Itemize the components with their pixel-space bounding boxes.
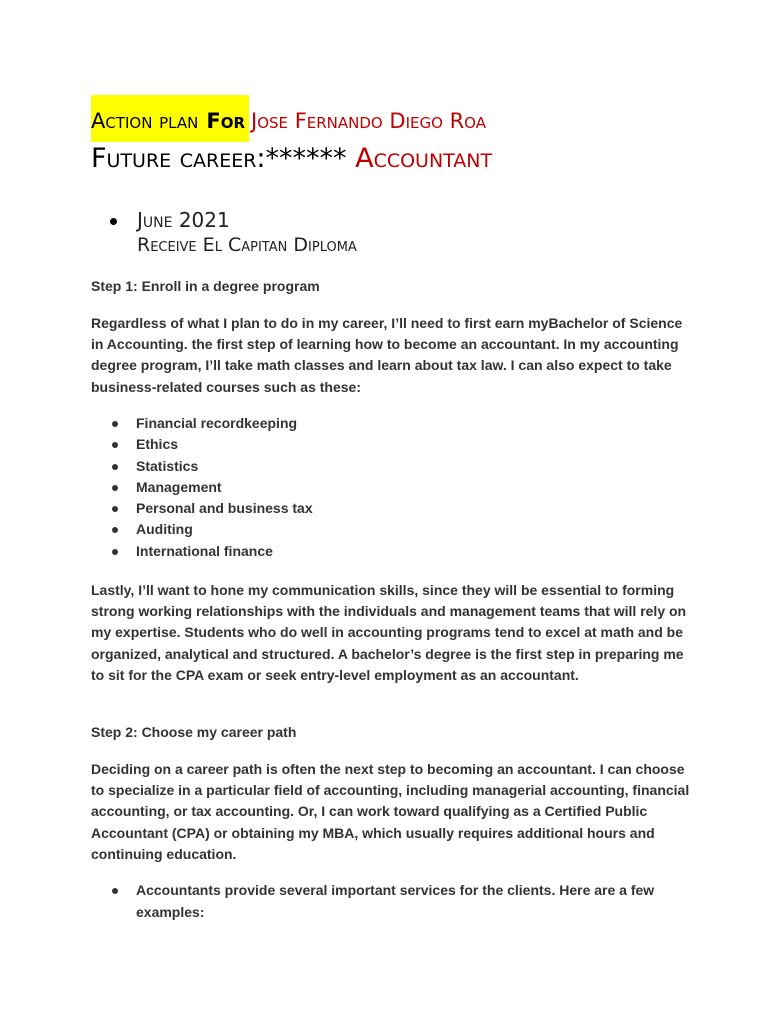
bullet-dot-icon	[112, 464, 118, 470]
action-plan-label: Action plan	[91, 109, 199, 133]
bullet-dot-icon	[112, 442, 118, 448]
graduation-event: Receive El Capitan Diploma	[137, 234, 357, 256]
step2-heading: Step 2: Choose my career path	[91, 724, 297, 740]
step2-paragraph: Deciding on a career path is often the next step to becoming an accountant. I can choose to specialize in a particular field of accounting, including managerial accounting, financial accounting, or tax accounting. Or, I can work toward qualifying as a Certified Public Accountant (CPA) or obtaining my MBA, which usually requires additional hours and continuing education.	[91, 761, 690, 862]
course-name: Personal and business tax	[136, 500, 313, 517]
course-name: Financial recordkeeping	[136, 415, 298, 431]
document-title	[91, 92, 486, 142]
future-career-label: Future career:******	[91, 143, 347, 174]
person-name: Jose Fernando Diego Roa	[251, 109, 486, 133]
course-name: International finance	[136, 542, 273, 559]
course-list-item	[110, 456, 313, 477]
course-name: Management	[136, 478, 222, 495]
highlighted-title	[91, 95, 249, 142]
step1-heading: Step 1: Enroll in a degree program	[91, 278, 320, 294]
course-name: Auditing	[136, 521, 193, 538]
bullet-dot-icon	[112, 549, 118, 555]
bullet-dot-icon	[110, 218, 117, 225]
graduation-month: June 2021	[137, 208, 230, 232]
course-list	[110, 413, 313, 562]
future-career-heading	[91, 142, 492, 176]
course-name: Statistics	[136, 457, 199, 474]
course-list-item	[110, 498, 313, 519]
bullet-dot-icon	[112, 888, 118, 894]
step1-paragraph: Regardless of what I plan to do in my career, I’ll need to first earn myBachelor of Science in Accounting. the first step of learning how to become an accountant. In my accounting degree program, I’ll take math classes and learn about tax law. I can also expect to take business-related courses such as these:	[91, 315, 683, 395]
bullet-dot-icon	[112, 527, 118, 533]
services-bullet-text: Accountants provide several important services for the clients. Here are a few examples:	[136, 882, 655, 920]
step1-closing-paragraph: Lastly, I’ll want to hone my communication skills, since they will be essential to forming strong working relationships with the individuals and management teams that will rely on my expertise. Students who do well in accounting programs tend to excel at math and be organized, analytical and structured. A bachelor’s degree is the first step in preparing me to sit for the CPA exam or seek entry-level employment as an accountant.	[91, 582, 687, 683]
career-value: Accountant	[346, 143, 493, 174]
course-list-item	[110, 413, 313, 434]
course-name: Ethics	[136, 436, 179, 453]
course-list-item	[110, 434, 313, 455]
course-list-item	[110, 519, 313, 540]
for-label: For	[206, 109, 246, 133]
bullet-dot-icon	[112, 421, 118, 427]
bullet-dot-icon	[112, 485, 118, 491]
course-list-item	[110, 541, 313, 562]
course-list-item	[110, 477, 313, 498]
services-bullet-item	[110, 880, 690, 923]
bullet-dot-icon	[112, 506, 118, 512]
